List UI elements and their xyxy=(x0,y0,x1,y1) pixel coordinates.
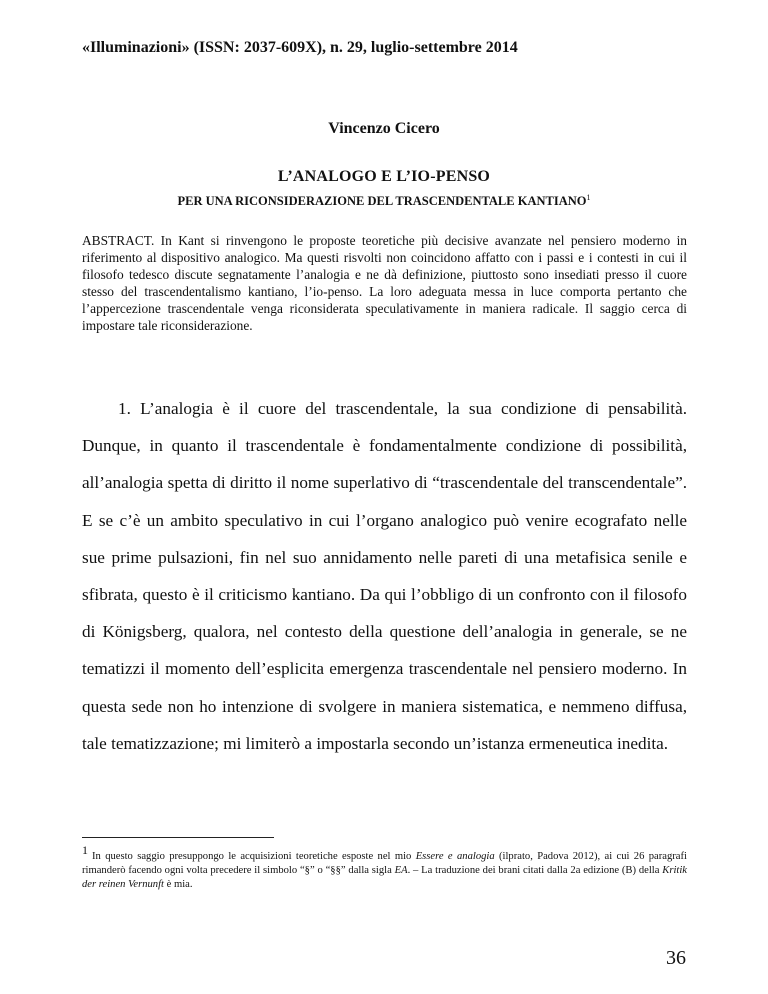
paragraph-1-text: 1. L’analogia è il cuore del trascendentale, la sua condizione di pensabilità. Dunque, in quanto il trascendentale è fondamentalmente condizione di possibilità, all’analogia spetta di diritto il nome superlativo di “trascendentale del transcendentale”. E se c’è un ambito speculativo in cui l’organo analogico può venire ecografato nelle sue prime pulsazioni, fin nel suo annidamento nelle pareti di una metafisica senile e sfibrata, questo è il criticismo kantiano. Da qui l’obbligo di un confronto con il filosofo di Königsberg, qualora, nel contesto della questione dell’analogia in generale, se ne tematizzi il momento dell’esplicita emergenza trascendentale nel pensiero moderno. In questa sede non ho intenzione di svolgere in maniera sistematica, e nemmeno diffusa, tale tematizzazione; mi limiterò a impostarla secondo un’istanza ermeneutica inedita. xyxy=(82,399,687,753)
body-paragraph-1 xyxy=(82,390,687,762)
footnote-text-part-4: è mia. xyxy=(164,879,193,890)
author-name: Vincenzo Cicero xyxy=(328,120,440,137)
footnote-text-part-2: (ilprato, Padova 2012), ai cui 26 paragrafi rimanderò facendo ogni volta precedere il simbolo “§” o “§§” dalla sigla xyxy=(82,851,687,876)
abstract: ABSTRACT. In Kant si rinvengono le proposte teoretiche più decisive avanzate nel pensiero moderno in riferimento al dispositivo analogico. Ma questi risvolti non coincidono affatto con i passi e i contesti in cui il filosofo tedesco discute segnatamente l’analogia e ne dà definizione, piuttosto sono insediati presso il cuore stesso del trascendentalismo kantiano, l’io-penso. La loro adeguata messa in luce comporta pertanto che l’appercezione trascendentale venga riconsiderata speculativamente in maniera radicale. Il saggio cerca di impostare tale riconsiderazione. xyxy=(82,233,687,333)
footnote-reference[interactable]: 1 xyxy=(586,193,591,202)
footnote-abbrev: EA xyxy=(394,865,408,876)
footnote-book-title: Essere e analogia xyxy=(415,851,495,862)
footnote-1 xyxy=(82,843,687,892)
article-title: L’ANALOGO E L’IO-PENSO xyxy=(277,168,491,185)
footnote-text-part-3: . – La traduzione dei brani citati dalla 2a edizione (B) della xyxy=(407,865,663,876)
running-header: «Illuminazioni» (ISSN: 2037-609X), n. 29, luglio-settembre 2014 xyxy=(82,39,518,56)
article-subtitle xyxy=(0,193,768,209)
footnote-divider xyxy=(82,837,274,838)
footnote-text-part-1: In questo saggio presuppongo le acquisizioni teoretiche esposte nel mio xyxy=(92,851,416,862)
footnote-mark: 1 xyxy=(82,843,88,858)
subtitle-text: PER UNA RICONSIDERAZIONE DEL TRASCENDENTALE KANTIANO xyxy=(177,194,587,209)
footnote-kant-title: Kritik der reinen Vernunft xyxy=(82,865,687,890)
page-number: 36 xyxy=(666,947,686,969)
